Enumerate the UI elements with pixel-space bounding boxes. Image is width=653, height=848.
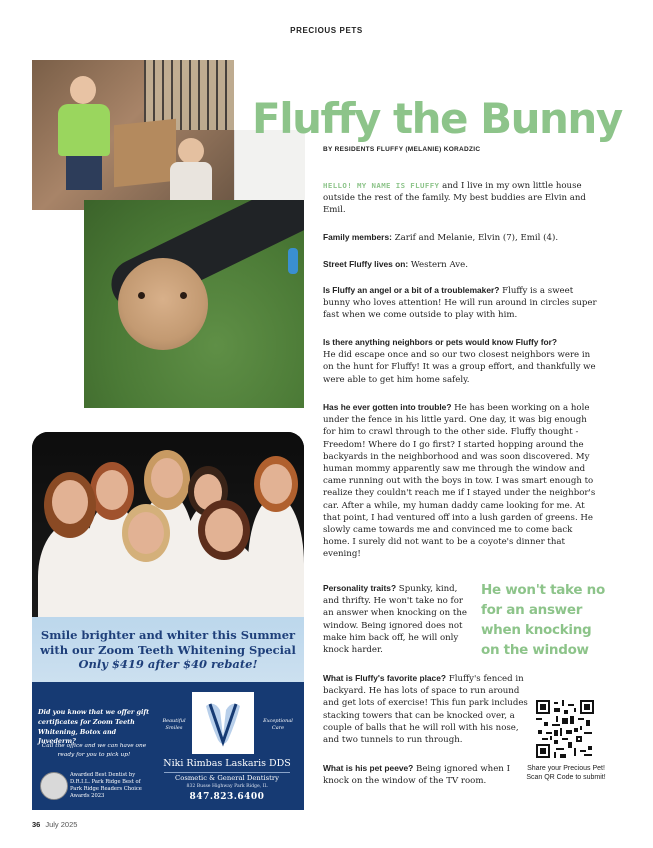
ad-specialty: Cosmetic & General Dentistry <box>175 774 279 782</box>
ad-headline: Smile brighter and whiter this Summer with our Zoom Teeth Whitening Special Only $419 after $40 rebate! <box>32 628 304 672</box>
pull-quote: He won't take no for an answer when knocking on the window <box>481 582 605 658</box>
qa-trouble: Has he ever gotten into trouble? He has been working on a hole under the fence in his little yard. One day, it was big enough for him to crawl through to the other side. Fluffy thought - Freedom! Where do I go first? I started hopping around the backyards in the neighborhood and was soon discovered. My human mommy apparently saw me through the window and came running out with the boys in tow. I was smart enough to realize they couldn't reach me if I stayed under the neighbor's car. After a while, my human daddy came looking for me. At that point, I had ventured off into a lush garden of greens. He slowly came towards me and convinced me to come back home. I surely did not want to be a coyote's dinner that evening! <box>323 402 596 560</box>
article-title: Fluffy the Bunny <box>252 94 622 144</box>
ad-divider <box>164 772 290 773</box>
ad-phone[interactable]: 847.823.6400 <box>189 792 265 802</box>
qa-favorite-place: What is Fluffy's favorite place? Fluffy's fenced in backyard. He has lots of space to run around and get lots of exercise! This fun park includes stacking towers that can be knocked over, a couple of balls that he will roll with his nose, and two tunnels to run through. <box>323 673 528 746</box>
porch-railing <box>144 60 234 130</box>
street-label: Street Fluffy lives on: <box>323 259 409 269</box>
qa-personality: Personality traits? Spunky, kind, and thrifty. He won't take no for an answer when knocking on the window. Being ignored does not make him back off, he will only knock harder. <box>323 583 467 656</box>
award-badge-icon <box>40 772 68 800</box>
street-paragraph: Street Fluffy lives on: Western Ave. <box>323 259 468 270</box>
ad-group-photo <box>32 432 304 617</box>
issue-date: July 2025 <box>45 820 78 829</box>
family-paragraph: Family members: Zarif and Melanie, Elvin (7), Emil (4). <box>323 232 559 243</box>
photo-bunny-in-tunnel <box>84 200 304 408</box>
ad-tag-right: Exceptional Care <box>263 718 293 731</box>
qa-neighbors: Is there anything neighbors or pets would know Fluffy for? He did escape once and so our two closest neighbors were in on the hunt for Fluffy! It was a group effort, and thankfully we were able to get him home safely. <box>323 337 596 385</box>
ad-call-note: Call the office and we can have one ready for you to pick up! <box>41 743 147 758</box>
page-footer <box>32 820 77 829</box>
ad-tag-left: Beautiful Smiles <box>162 718 186 731</box>
dental-logo-icon <box>192 692 254 754</box>
blue-toy <box>288 248 298 274</box>
qr-caption: Share your Precious Pet! Scan QR Code to submit! <box>526 765 606 781</box>
ad-gift-note: Did you know that we offer gift certificates for Zoom Teeth Whitening, Botox and Juvederm? <box>38 708 150 746</box>
family-label: Family members: <box>323 232 392 242</box>
article-byline: BY RESIDENTS FLUFFY (MELANIE) KORADZIC <box>323 146 481 153</box>
older-boy <box>58 76 110 206</box>
ad-address: 832 Busse Highway Park Ridge, IL <box>186 784 268 789</box>
photo-kids-with-box <box>32 60 234 210</box>
ad-practice-name: Niki Rimbas Laskaris DDS <box>163 758 291 769</box>
bunny <box>118 258 208 350</box>
dentist-advertisement[interactable] <box>32 432 304 810</box>
section-header: PRECIOUS PETS <box>290 26 363 35</box>
qa-pet-peeve: What is his pet peeve? Being ignored when I knock on the window of the TV room. <box>323 763 510 787</box>
ad-award-text: Awarded Best Dentist by D.R.I.L. Park Ridge Best of Park Ridge Readers Choice Awards 2023 <box>70 772 142 799</box>
intro-paragraph: HELLO! MY NAME IS FLUFFY and I live in my own little house outside the rest of the family. My best buddies are Elvin and Emil. <box>323 181 586 216</box>
ad-price: Only $419 after $40 rebate! <box>78 657 258 671</box>
lead-in: HELLO! MY NAME IS FLUFFY <box>323 181 440 190</box>
qa-angel-or-troublemaker: Is Fluffy an angel or a bit of a troublemaker? Fluffy is a sweet bunny who loves attention! He will run around in circles super fast when we come outside to play with him. <box>323 285 597 321</box>
cardboard-box <box>114 119 176 188</box>
qr-code[interactable] <box>536 700 594 758</box>
page-number: 36 <box>32 820 41 829</box>
